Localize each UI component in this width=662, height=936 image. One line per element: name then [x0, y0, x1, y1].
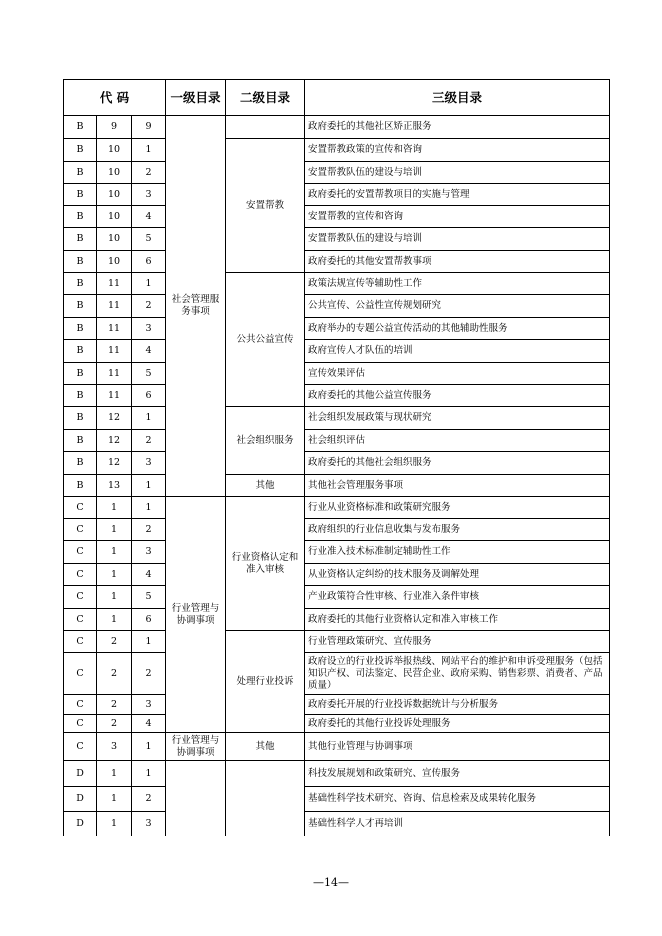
header-level3: 三级目录	[305, 80, 610, 116]
table-row	[64, 631, 610, 653]
level3-item: 其他社会管理服务事项	[305, 475, 610, 497]
table-row	[64, 586, 610, 609]
code-major: 9	[97, 116, 132, 139]
level3-item: 政府宣传人才队伍的培训	[305, 340, 610, 363]
header-level1: 一级目录	[166, 80, 226, 116]
level3-item: 政府委托的其他安置帮教事项	[305, 251, 610, 273]
table-row	[64, 653, 610, 695]
code-major: 10	[97, 228, 132, 251]
table-row	[64, 407, 610, 430]
catalog-table	[63, 79, 610, 836]
code-minor: 3	[132, 452, 166, 475]
table-row	[64, 452, 610, 475]
code-minor: 1	[132, 497, 166, 519]
level3-item: 行业准入技术标准制定辅助性工作	[305, 541, 610, 564]
code-minor: 1	[132, 273, 166, 295]
code-minor: 6	[132, 251, 166, 273]
code-minor: 5	[132, 363, 166, 385]
code-minor: 3	[132, 695, 166, 715]
level3-item: 政策法规宣传等辅助性工作	[305, 273, 610, 295]
table-row	[64, 139, 610, 162]
code-letter: B	[64, 475, 97, 497]
level3-item: 基础性科学人才再培训	[305, 812, 610, 836]
level2-empty	[226, 116, 305, 139]
code-major: 1	[97, 519, 132, 541]
table-row	[64, 787, 610, 812]
table-row	[64, 228, 610, 251]
code-major: 2	[97, 695, 132, 715]
code-minor: 6	[132, 609, 166, 631]
code-minor: 3	[132, 541, 166, 564]
table-row	[64, 318, 610, 340]
level3-item: 行业从业资格标准和政策研究服务	[305, 497, 610, 519]
code-letter: B	[64, 251, 97, 273]
header-row	[64, 80, 610, 116]
level2-social-org: 社会组织服务	[226, 407, 305, 475]
code-letter: C	[64, 631, 97, 653]
code-minor: 1	[132, 475, 166, 497]
level3-item: 政府委托的其他社区矫正服务	[305, 116, 610, 139]
level3-item: 政府委托的其他公益宣传服务	[305, 385, 610, 407]
level3-item: 产业政策符合性审核、行业准入条件审核	[305, 586, 610, 609]
level3-item: 社会组织评估	[305, 430, 610, 452]
table-row	[64, 116, 610, 139]
level3-item: 宣传效果评估	[305, 363, 610, 385]
code-minor: 9	[132, 116, 166, 139]
level1-social-management: 社会管理服务事项	[166, 116, 226, 497]
level3-item: 政府委托的其他行业投诉处理服务	[305, 715, 610, 733]
level2-qualification: 行业资格认定和准入审核	[226, 497, 305, 631]
level3-item: 政府组织的行业信息收集与发布服务	[305, 519, 610, 541]
code-minor: 4	[132, 564, 166, 586]
code-major: 1	[97, 564, 132, 586]
level3-item: 科技发展规划和政策研究、宣传服务	[305, 761, 610, 787]
code-letter: D	[64, 812, 97, 836]
code-major: 2	[97, 653, 132, 695]
code-major: 11	[97, 363, 132, 385]
code-minor: 2	[132, 430, 166, 452]
code-letter: C	[64, 733, 97, 761]
code-letter: C	[64, 541, 97, 564]
code-major: 10	[97, 251, 132, 273]
code-major: 11	[97, 385, 132, 407]
table-row	[64, 761, 610, 787]
level2-other: 其他	[226, 475, 305, 497]
code-minor: 1	[132, 631, 166, 653]
code-minor: 2	[132, 787, 166, 812]
level3-item: 公共宣传、公益性宣传规划研究	[305, 295, 610, 318]
code-minor: 2	[132, 162, 166, 184]
code-letter: B	[64, 184, 97, 206]
code-major: 12	[97, 430, 132, 452]
code-major: 1	[97, 812, 132, 836]
code-minor: 2	[132, 653, 166, 695]
code-minor: 3	[132, 184, 166, 206]
code-minor: 1	[132, 733, 166, 761]
code-letter: D	[64, 761, 97, 787]
code-letter: C	[64, 564, 97, 586]
level3-item: 政府设立的行业投诉举报热线、网站平台的维护和申诉受理服务（包括知识产权、司法鉴定、民营企业、政府采购、销售彩票、消费者、产品质量）	[305, 653, 610, 695]
table-row	[64, 184, 610, 206]
code-major: 10	[97, 206, 132, 228]
code-letter: C	[64, 586, 97, 609]
level2-other: 其他	[226, 733, 305, 761]
table-row	[64, 251, 610, 273]
code-letter: B	[64, 452, 97, 475]
code-letter: B	[64, 116, 97, 139]
table-row	[64, 695, 610, 715]
level1-industry-management: 行业管理与协调事项	[166, 497, 226, 733]
level2-complaint: 处理行业投诉	[226, 631, 305, 733]
level3-item: 安置帮教的宣传和咨询	[305, 206, 610, 228]
code-minor: 3	[132, 812, 166, 836]
table-row	[64, 715, 610, 733]
code-minor: 1	[132, 139, 166, 162]
code-minor: 1	[132, 761, 166, 787]
code-minor: 2	[132, 295, 166, 318]
level3-item: 政府举办的专题公益宣传活动的其他辅助性服务	[305, 318, 610, 340]
table-row	[64, 363, 610, 385]
code-minor: 4	[132, 206, 166, 228]
level3-item: 政府委托开展的行业投诉数据统计与分析服务	[305, 695, 610, 715]
code-major: 10	[97, 139, 132, 162]
code-letter: B	[64, 295, 97, 318]
code-minor: 3	[132, 318, 166, 340]
code-letter: C	[64, 653, 97, 695]
code-letter: B	[64, 430, 97, 452]
code-major: 10	[97, 162, 132, 184]
code-minor: 2	[132, 519, 166, 541]
level1-empty	[166, 761, 226, 836]
table-row	[64, 519, 610, 541]
code-letter: B	[64, 407, 97, 430]
table-row	[64, 340, 610, 363]
level3-item: 政府委托的其他社会组织服务	[305, 452, 610, 475]
code-major: 2	[97, 715, 132, 733]
code-letter: B	[64, 273, 97, 295]
code-major: 11	[97, 318, 132, 340]
level3-item: 安置帮教队伍的建设与培训	[305, 162, 610, 184]
level1-industry-other: 行业管理与协调事项	[166, 733, 226, 761]
level3-item: 安置帮教队伍的建设与培训	[305, 228, 610, 251]
code-letter: B	[64, 340, 97, 363]
code-letter: C	[64, 497, 97, 519]
level3-item: 社会组织发展政策与现状研究	[305, 407, 610, 430]
code-major: 1	[97, 787, 132, 812]
table-row	[64, 733, 610, 761]
table-row	[64, 162, 610, 184]
code-letter: C	[64, 695, 97, 715]
code-major: 11	[97, 340, 132, 363]
code-major: 11	[97, 295, 132, 318]
code-major: 2	[97, 631, 132, 653]
level3-item: 基础性科学技术研究、咨询、信息检索及成果转化服务	[305, 787, 610, 812]
code-letter: B	[64, 139, 97, 162]
code-major: 12	[97, 452, 132, 475]
code-letter: B	[64, 318, 97, 340]
code-letter: B	[64, 206, 97, 228]
table-row	[64, 385, 610, 407]
code-minor: 5	[132, 228, 166, 251]
table-row	[64, 295, 610, 318]
code-letter: C	[64, 609, 97, 631]
table-row	[64, 609, 610, 631]
code-letter: D	[64, 787, 97, 812]
code-letter: C	[64, 715, 97, 733]
code-minor: 4	[132, 340, 166, 363]
table-row	[64, 273, 610, 295]
table-row	[64, 541, 610, 564]
level3-item: 政府委托的其他行业资格认定和准入审核工作	[305, 609, 610, 631]
level3-item: 行业管理政策研究、宣传服务	[305, 631, 610, 653]
code-major: 1	[97, 609, 132, 631]
header-level2: 二级目录	[226, 80, 305, 116]
code-major: 10	[97, 184, 132, 206]
code-major: 1	[97, 586, 132, 609]
code-letter: C	[64, 519, 97, 541]
code-minor: 6	[132, 385, 166, 407]
code-major: 1	[97, 761, 132, 787]
code-major: 1	[97, 497, 132, 519]
code-major: 11	[97, 273, 132, 295]
table-row	[64, 497, 610, 519]
code-letter: B	[64, 363, 97, 385]
table-row	[64, 812, 610, 836]
code-major: 3	[97, 733, 132, 761]
code-letter: B	[64, 385, 97, 407]
table-row	[64, 564, 610, 586]
level3-item: 其他行业管理与协调事项	[305, 733, 610, 761]
code-major: 1	[97, 541, 132, 564]
page-number: —14—	[313, 876, 349, 889]
code-major: 13	[97, 475, 132, 497]
code-letter: B	[64, 162, 97, 184]
level3-item: 安置帮教政策的宣传和咨询	[305, 139, 610, 162]
level2-publicity: 公共公益宣传	[226, 273, 305, 407]
code-minor: 5	[132, 586, 166, 609]
table-row	[64, 430, 610, 452]
header-code: 代 码	[64, 80, 166, 116]
level2-resettle: 安置帮教	[226, 139, 305, 273]
code-letter: B	[64, 228, 97, 251]
code-minor: 4	[132, 715, 166, 733]
code-major: 12	[97, 407, 132, 430]
table-row	[64, 206, 610, 228]
level3-item: 政府委托的安置帮教项目的实施与管理	[305, 184, 610, 206]
table-row	[64, 475, 610, 497]
level3-item: 从业资格认定纠纷的技术服务及调解处理	[305, 564, 610, 586]
code-minor: 1	[132, 407, 166, 430]
level2-empty	[226, 761, 305, 836]
